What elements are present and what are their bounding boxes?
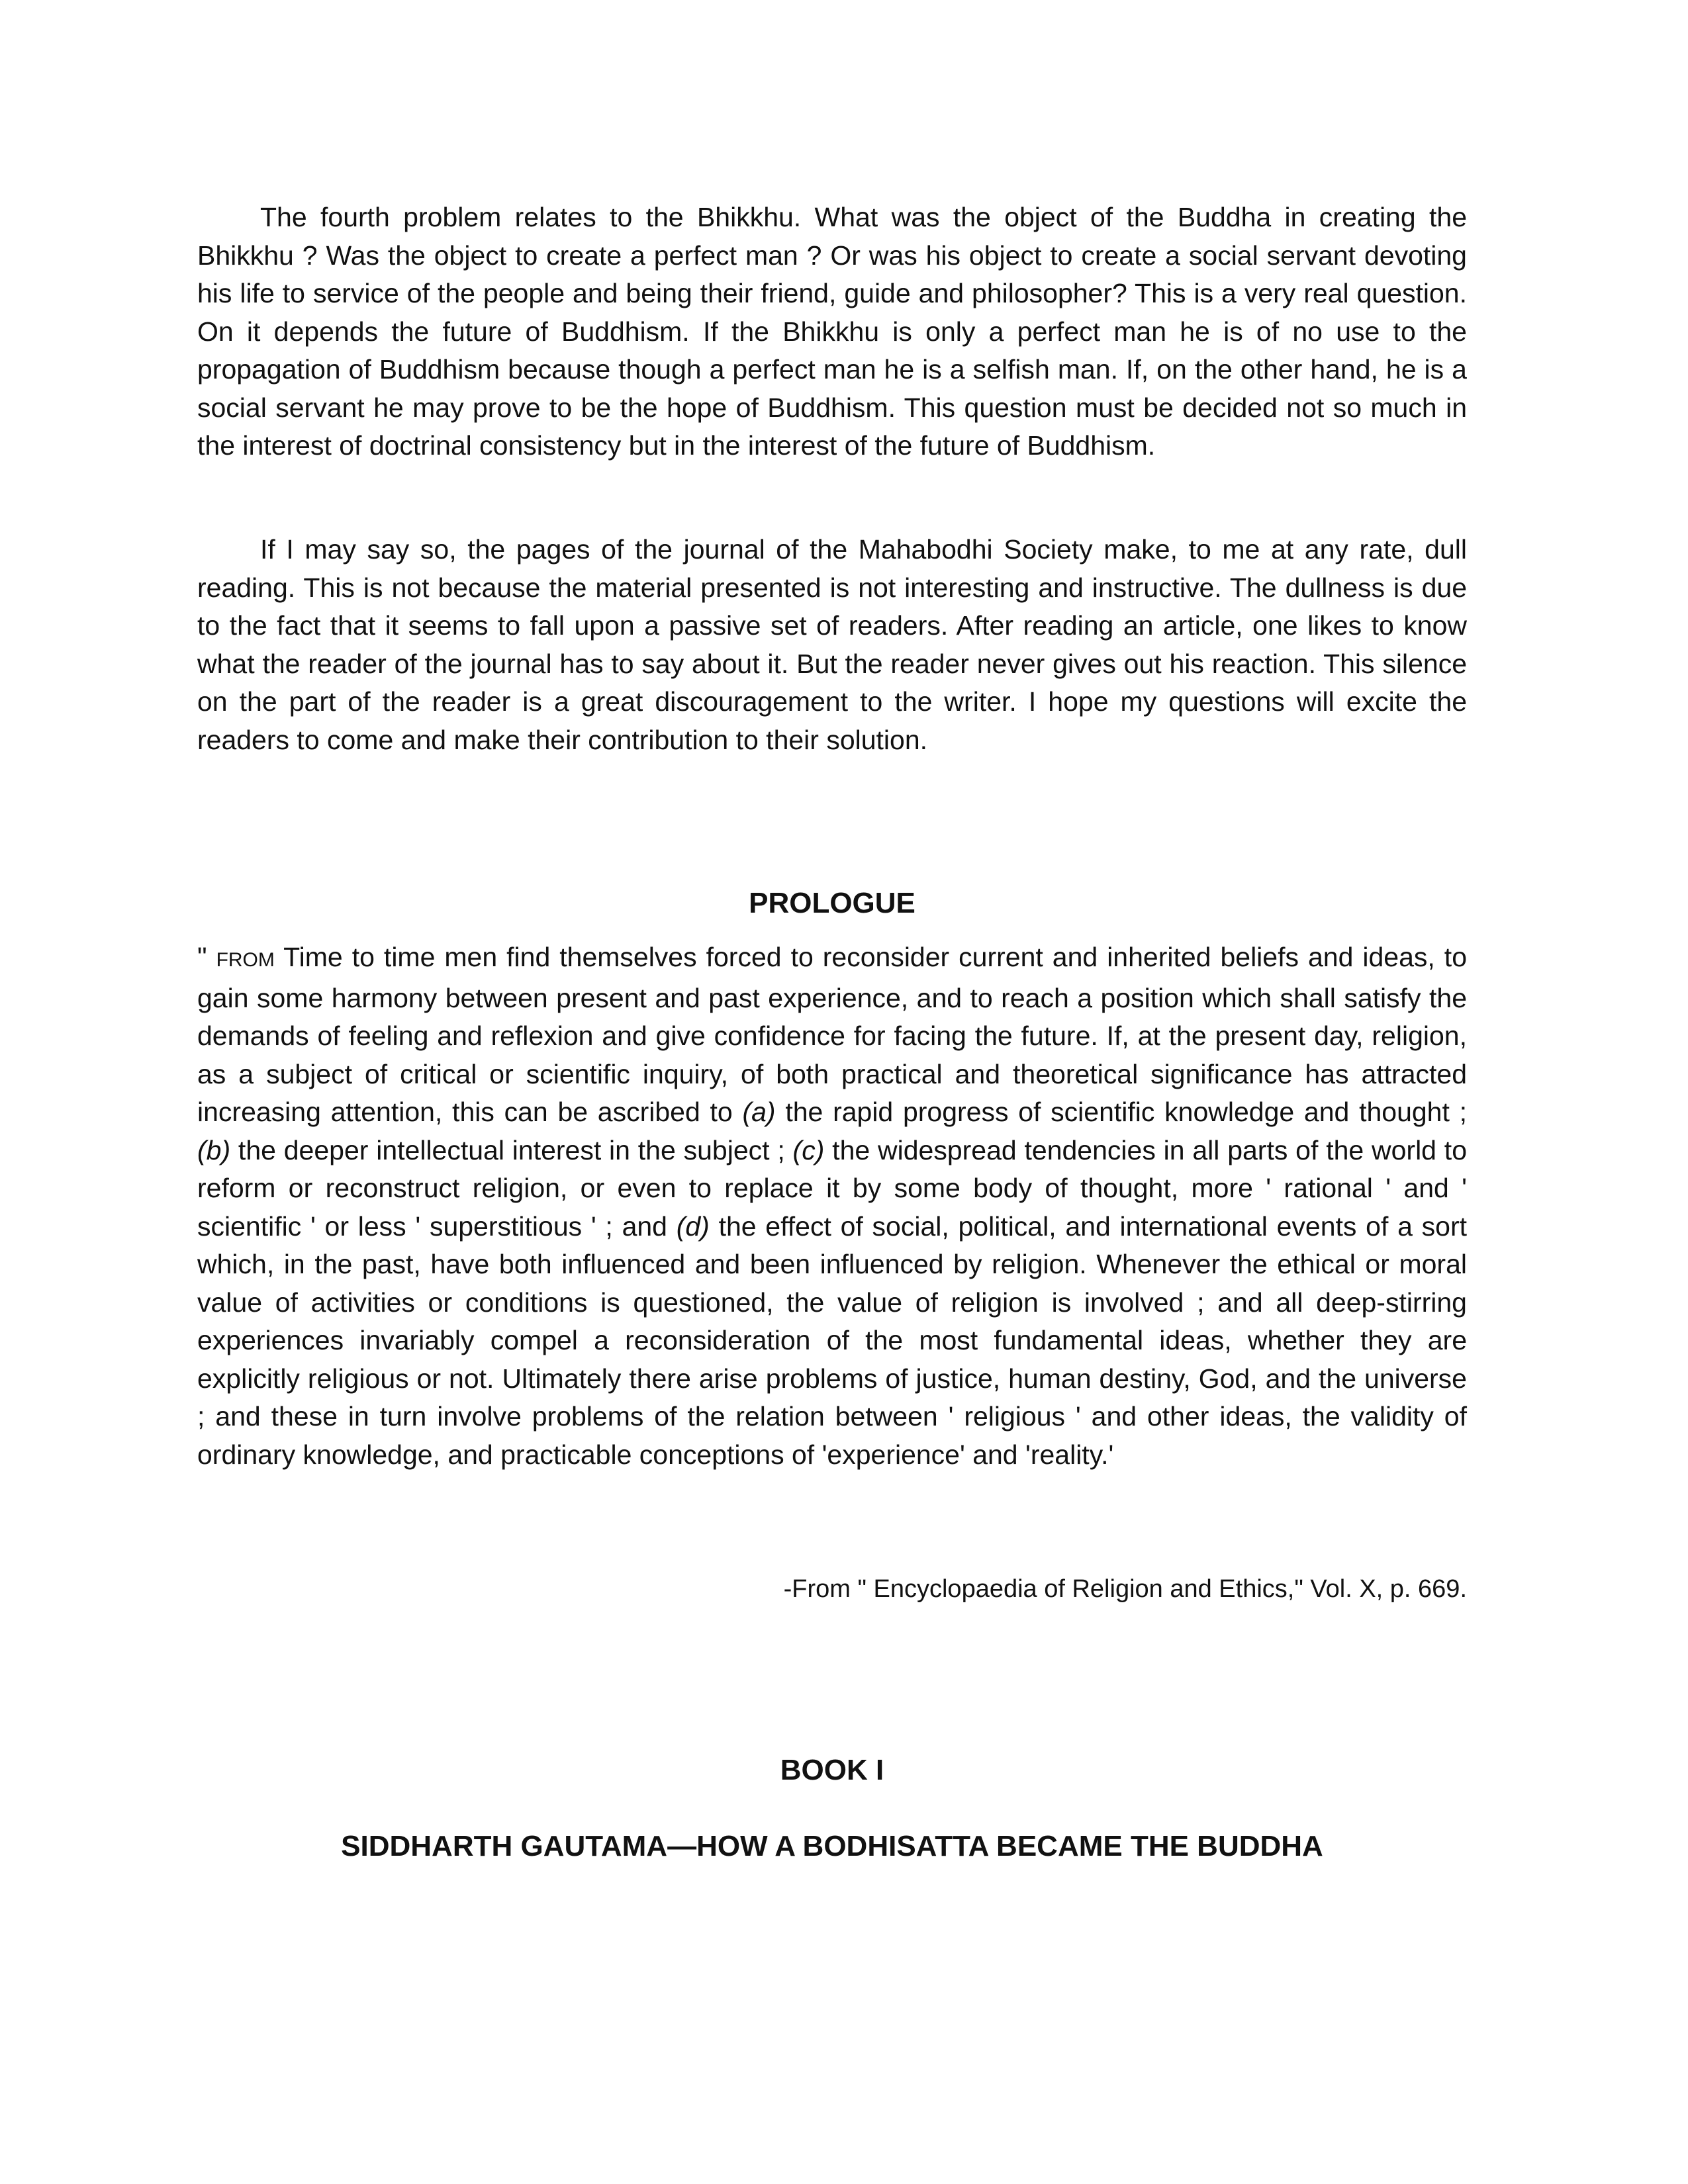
prologue-heading: PROLOGUE	[749, 887, 915, 919]
prologue-text-3: the deeper intellectual interest in the subject ;	[230, 1134, 793, 1165]
prologue-text-1: Time to time men find themselves forced to reconsider current and inherited beliefs and ideas, to gain some harmony between present and past experience, and to reach a position which shall satisfy the demands of feeling and reflexion and give confidence for facing the future. If, at the present day, religion, as a subject of critical or scientific inquiry, of both practical and theoretical significance has attracted increasing attention, this can be ascribed to	[197, 942, 1467, 1127]
prologue-text-5: the effect of social, political, and international events of a sort which, in the past, have both influenced and been influenced by religion. Whenever the ethical or moral value of activities or conditions is questioned, the value of religion is involved ; and all deep-stirring experiences invariably compel a reconsideration of the most fundamental ideas, whether they are explicitly religious or not. Ultimately there arise problems of justice, human destiny, God, and the universe ; and these in turn involve problems of the relation between ' religious ' and other ideas, the validity of ordinary knowledge, and practicable conceptions of 'experience' and 'reality.'	[197, 1210, 1467, 1470]
book-subtitle: SIDDHARTH GAUTAMA—HOW A BODHISATTA BECAME THE BUDDHA	[341, 1830, 1323, 1862]
prologue-from-word: FROM	[216, 949, 275, 971]
prologue-mark-a: (a)	[742, 1097, 776, 1127]
prologue-mark-c: (c)	[792, 1134, 825, 1165]
prologue-mark-d: (d)	[676, 1210, 710, 1242]
paragraph-fourth-problem: The fourth problem relates to the Bhikkhu. What was the object of the Buddha in creating the Bhikkhu ? Was the object to create a perfect man ? Or was his object to create a social servant devoting his life to service of the people and being their friend, guide and philosopher? This is a very real question. On it depends the future of Buddhism. If the Bhikkhu is only a perfect man he is of no use to the propagation of Buddhism because though a perfect man he is a selfish man. If, on the other hand, he is a social servant he may prove to be the hope of Buddhism. This question must be decided not so much in the interest of doctrinal consistency but in the interest of the future of Buddhism.	[197, 202, 1467, 461]
document-page	[197, 0, 1467, 2184]
prologue-quote	[197, 938, 1467, 1474]
prologue-open-quote: "	[197, 942, 216, 972]
prologue-text-2: the rapid progress of scientific knowledge and thought ;	[775, 1097, 1467, 1127]
paragraph-journal: If I may say so, the pages of the journal of the Mahabodhi Society make, to me at any rate, dull reading. This is not because the material presented is not interesting and instructive. The dullness is due to the fact that it seems to fall upon a passive set of readers. After reading an article, one likes to know what the reader of the journal has to say about it. But the reader never gives out his reaction. This silence on the part of the reader is a great discouragement to the writer. I hope my questions will excite the readers to come and make their contribution to their solution.	[197, 534, 1467, 755]
book-title: BOOK I	[780, 1754, 884, 1786]
prologue-mark-b: (b)	[197, 1134, 231, 1165]
prologue-attribution: -From " Encyclopaedia of Religion and Ethics," Vol. X, p. 669.	[783, 1575, 1467, 1603]
prologue-text-4: the widespread tendencies in all parts of the world to reform or reconstruct religion, or even to replace it by some body of thought, more ' rational ' and ' scientific ' or less ' superstitious ' ; and	[197, 1134, 1467, 1242]
